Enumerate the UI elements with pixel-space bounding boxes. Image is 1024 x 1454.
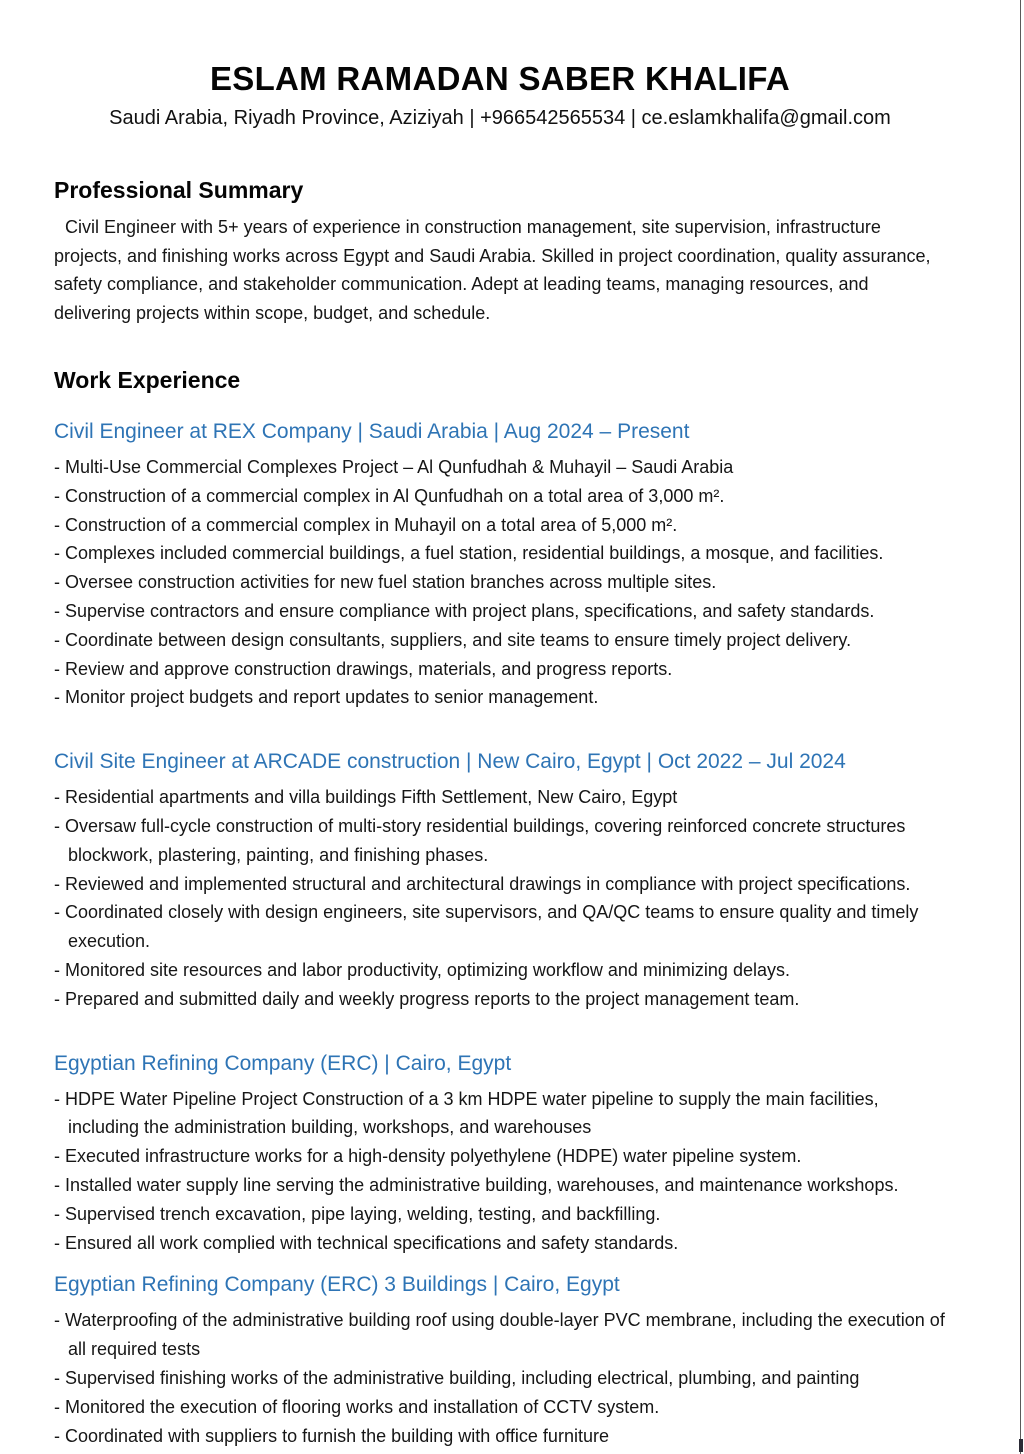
job-bullet: - Executed infrastructure works for a high-density polyethylene (HDPE) water pipeline system.: [54, 1146, 802, 1167]
job-bullet: - Waterproofing of the administrative building roof using double-layer PVC membrane, including the execution of all required tests: [54, 1310, 945, 1360]
job-bullet: - Coordinate between design consultants, suppliers, and site teams to ensure timely project delivery.: [54, 629, 852, 650]
job-bullet: - Supervised finishing works of the administrative building, including electrical, plumbing, and painting: [54, 1367, 860, 1388]
job-bullet: - Residential apartments and villa buildings Fifth Settlement, New Cairo, Egypt: [54, 787, 678, 808]
job-bullet: - Construction of a commercial complex in Muhayil on a total area of 5,000 m².: [54, 514, 678, 535]
job-bullet: - Supervised trench excavation, pipe laying, welding, testing, and backfilling.: [54, 1203, 661, 1224]
job-bullet: - Oversee construction activities for new fuel station branches across multiple sites.: [54, 572, 717, 593]
job-entry: [54, 750, 946, 1013]
job-bullet: - Complexes included commercial buildings, a fuel station, residential buildings, a mosque, and facilities.: [54, 543, 884, 564]
job-bullet: - Monitor project budgets and report updates to senior management.: [54, 687, 599, 708]
job-bullet: - Installed water supply line serving the administrative building, warehouses, and maintenance workshops.: [54, 1174, 899, 1195]
professional-summary-section: [54, 177, 946, 327]
contact-line: Saudi Arabia, Riyadh Province, Aziziyah | +966542565534 | ce.eslamkhalifa@gmail.com: [109, 107, 891, 129]
page-right-border: [1020, 0, 1021, 1454]
summary-text: Civil Engineer with 5+ years of experience in construction management, site supervision, infrastructure projects, and finishing works across Egypt and Saudi Arabia. Skilled in project coordination, quality assurance, safety compliance, and stakeholder communication. Adept at leading teams, managing resources, and delivering projects within scope, budget, and schedule.: [54, 217, 931, 323]
job-bullet: - Multi-Use Commercial Complexes Project – Al Qunfudhah & Muhayil – Saudi Arabia: [54, 457, 734, 477]
job-bullet: - Coordinated with suppliers to furnish the building with office furniture: [54, 1425, 609, 1446]
job-bullet: - Supervise contractors and ensure compliance with project plans, specifications, and safety standards.: [54, 600, 875, 621]
job-bullet: - Monitored site resources and labor productivity, optimizing workflow and minimizing delays.: [54, 959, 790, 980]
resume-header: [54, 60, 946, 130]
summary-heading: Professional Summary: [54, 177, 304, 203]
job-bullet: - Review and approve construction drawings, materials, and progress reports.: [54, 658, 673, 679]
job-bullet: - Reviewed and implemented structural and architectural drawings in compliance with project specifications.: [54, 873, 911, 894]
work-experience-section: [54, 367, 946, 1450]
job-bullet: - Oversaw full-cycle construction of multi-story residential buildings, covering reinforced concrete structures blockwork, plastering, painting, and finishing phases.: [54, 815, 906, 865]
job-entry: [54, 1273, 946, 1450]
job-bullet: - Ensured all work complied with technical specifications and safety standards.: [54, 1232, 679, 1253]
experience-heading: Work Experience: [54, 367, 241, 393]
job-bullets: [54, 453, 946, 712]
job-bullet: - HDPE Water Pipeline Project Construction of a 3 km HDPE water pipeline to supply the main facilities, including the administration building, workshops, and warehouses: [54, 1088, 879, 1138]
job-bullet: - Prepared and submitted daily and weekly progress reports to the project management team.: [54, 988, 800, 1009]
job-bullet: - Monitored the execution of flooring works and installation of CCTV system.: [54, 1396, 660, 1417]
page-corner-mark: [1019, 1439, 1023, 1452]
job-entry: [54, 420, 946, 712]
job-bullet: - Coordinated closely with design engineers, site supervisors, and QA/QC teams to ensure quality and timely execution.: [54, 902, 919, 952]
job-bullets: [54, 783, 946, 1013]
job-title: Egyptian Refining Company (ERC) | Cairo, Egypt: [54, 1051, 512, 1075]
job-bullets: [54, 1306, 946, 1450]
job-title: Egyptian Refining Company (ERC) 3 Buildings | Cairo, Egypt: [54, 1273, 620, 1297]
jobs-list: [54, 420, 946, 1450]
job-bullets: [54, 1085, 946, 1258]
job-title: Civil Engineer at REX Company | Saudi Arabia | Aug 2024 – Present: [54, 420, 690, 443]
candidate-name: ESLAM RAMADAN SABER KHALIFA: [209, 60, 791, 97]
job-entry: [54, 1052, 946, 1258]
job-title: Civil Site Engineer at ARCADE construction | New Cairo, Egypt | Oct 2022 – Jul 2024: [54, 750, 846, 774]
job-bullet: - Construction of a commercial complex in Al Qunfudhah on a total area of 3,000 m².: [54, 485, 725, 506]
